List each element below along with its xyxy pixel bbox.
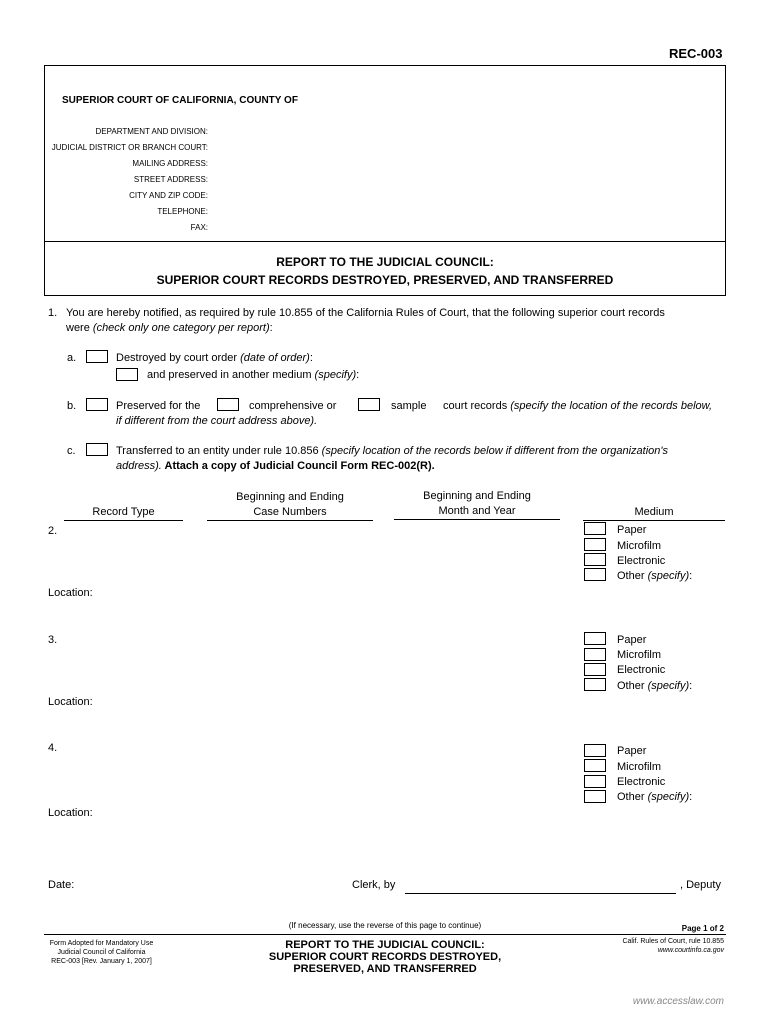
option-b-letter: b. xyxy=(67,400,77,412)
option-b-label1: Preserved for the xyxy=(116,400,201,412)
header-record-type-underline xyxy=(64,520,183,521)
record-2-electronic-label: Electronic xyxy=(617,555,666,567)
report-title-line1: REPORT TO THE JUDICIAL COUNCIL: xyxy=(276,255,494,269)
option-b-comprehensive-checkbox[interactable] xyxy=(217,398,239,411)
report-title-line2: SUPERIOR COURT RECORDS DESTROYED, PRESERVED, AND TRANSFERRED xyxy=(156,273,614,287)
clerk-signature-line[interactable] xyxy=(405,893,676,894)
record-2-paper-checkbox[interactable] xyxy=(584,522,606,535)
record-4-electronic-checkbox[interactable] xyxy=(584,775,606,788)
field-label-street: STREET ADDRESS: xyxy=(133,175,208,184)
footer-adopted-1: Form Adopted for Mandatory Use xyxy=(49,940,154,947)
page-number: Page 1 of 2 xyxy=(681,924,724,933)
option-c-letter: c. xyxy=(67,445,76,457)
record-4-microfilm-label: Microfilm xyxy=(617,761,661,773)
item1-text-line1: You are hereby notified, as required by rule 10.855 of the California Rules of Court, that the following superior court records xyxy=(66,307,665,319)
footer-website[interactable]: www.courtinfo.ca.gov xyxy=(657,947,724,954)
clerk-label: Clerk, by xyxy=(352,879,396,891)
record-3-microfilm-checkbox[interactable] xyxy=(584,648,606,661)
record-4-other-checkbox[interactable] xyxy=(584,790,606,803)
continue-note: (If necessary, use the reverse of this page to continue) xyxy=(288,921,482,930)
record-4-location-label: Location: xyxy=(48,807,93,819)
option-b-label3: sample xyxy=(391,400,427,412)
footer-title-1: REPORT TO THE JUDICIAL COUNCIL: xyxy=(285,939,485,951)
item1-text-line2: were (check only one category per report): xyxy=(66,322,273,334)
record-2-number: 2. xyxy=(48,525,58,537)
header-month-year-underline xyxy=(394,519,560,520)
record-3-electronic-checkbox[interactable] xyxy=(584,663,606,676)
option-b-sample-checkbox[interactable] xyxy=(358,398,380,411)
record-2-location-label: Location: xyxy=(48,587,93,599)
header-month-year-2: Month and Year xyxy=(438,505,516,517)
record-4-paper-label: Paper xyxy=(617,745,647,757)
option-a-sub-label: and preserved in another medium (specify): xyxy=(147,369,360,381)
header-record-type: Record Type xyxy=(92,506,155,518)
header-medium-underline xyxy=(583,520,725,521)
date-label: Date: xyxy=(48,879,75,891)
record-4-number: 4. xyxy=(48,742,58,754)
header-case-numbers-underline xyxy=(207,520,373,521)
record-2-electronic-checkbox[interactable] xyxy=(584,553,606,566)
option-a-letter: a. xyxy=(67,352,77,364)
footer-adopted-3: REC-003 [Rev. January 1, 2007] xyxy=(51,958,152,965)
deputy-label: , Deputy xyxy=(680,879,721,891)
record-3-paper-checkbox[interactable] xyxy=(584,632,606,645)
form-code: REC-003 xyxy=(669,46,723,61)
watermark: www.accesslaw.com xyxy=(632,996,724,1007)
field-label-department: DEPARTMENT AND DIVISION: xyxy=(95,127,208,136)
record-2-other-label: Other (specify): xyxy=(617,570,693,582)
item1-number: 1. xyxy=(48,307,58,319)
record-4-paper-checkbox[interactable] xyxy=(584,744,606,757)
record-2-paper-label: Paper xyxy=(617,524,647,536)
option-c-line2: address). Attach a copy of Judicial Council Form REC-002(R). xyxy=(116,460,435,472)
record-4-electronic-label: Electronic xyxy=(617,776,666,788)
option-b-line2: if different from the court address above). xyxy=(116,415,318,427)
header-case-numbers-1: Beginning and Ending xyxy=(236,491,344,503)
option-c-checkbox[interactable] xyxy=(86,443,108,456)
option-a-checkbox[interactable] xyxy=(86,350,108,363)
field-label-city: CITY AND ZIP CODE: xyxy=(129,191,208,200)
option-b-label2: comprehensive or xyxy=(249,400,337,412)
option-c-label: Transferred to an entity under rule 10.856 (specify location of the records below if different from the organization's xyxy=(116,445,668,457)
header-case-numbers-2: Case Numbers xyxy=(253,506,327,518)
header-medium: Medium xyxy=(634,506,674,518)
record-3-other-label: Other (specify): xyxy=(617,680,693,692)
footer-rule-citation: Calif. Rules of Court, rule 10.855 xyxy=(622,938,724,945)
court-title: SUPERIOR COURT OF CALIFORNIA, COUNTY OF xyxy=(62,95,298,106)
record-2-microfilm-checkbox[interactable] xyxy=(584,538,606,551)
footer-rule xyxy=(44,934,726,935)
record-2-other-checkbox[interactable] xyxy=(584,568,606,581)
header-month-year-1: Beginning and Ending xyxy=(423,490,531,502)
option-a-preserved-checkbox[interactable] xyxy=(116,368,138,381)
field-label-fax: FAX: xyxy=(190,223,208,232)
record-2-microfilm-label: Microfilm xyxy=(617,540,661,552)
record-3-other-checkbox[interactable] xyxy=(584,678,606,691)
record-3-paper-label: Paper xyxy=(617,634,647,646)
record-3-location-label: Location: xyxy=(48,696,93,708)
option-b-label4: court records (specify the location of the records below, xyxy=(443,400,713,412)
footer-title-3: PRESERVED, AND TRANSFERRED xyxy=(293,963,477,975)
option-a-label: Destroyed by court order (date of order): xyxy=(116,352,313,364)
field-label-telephone: TELEPHONE: xyxy=(157,207,208,216)
record-3-electronic-label: Electronic xyxy=(617,664,666,676)
field-label-mailing: MAILING ADDRESS: xyxy=(132,159,208,168)
footer-adopted-2: Judicial Council of California xyxy=(57,949,146,956)
header-divider xyxy=(44,241,726,242)
field-label-district: JUDICIAL DISTRICT OR BRANCH COURT: xyxy=(51,143,208,152)
record-4-other-label: Other (specify): xyxy=(617,791,693,803)
option-b-checkbox[interactable] xyxy=(86,398,108,411)
footer-title-2: SUPERIOR COURT RECORDS DESTROYED, xyxy=(268,951,502,963)
record-3-number: 3. xyxy=(48,634,58,646)
record-3-microfilm-label: Microfilm xyxy=(617,649,661,661)
record-4-microfilm-checkbox[interactable] xyxy=(584,759,606,772)
